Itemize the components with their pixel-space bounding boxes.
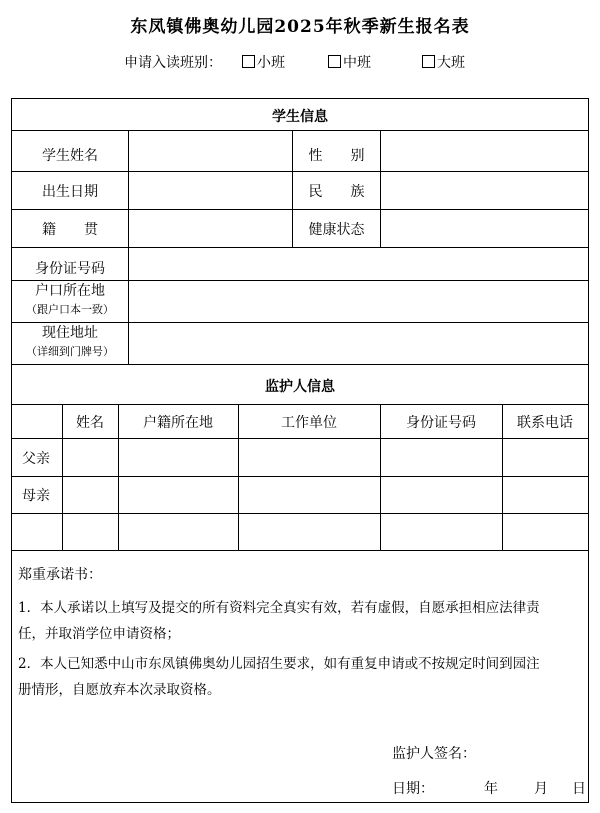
health-status-field[interactable] <box>381 210 588 247</box>
divider <box>12 364 588 365</box>
pledge-item-2: 2．本人已知悉中山市东凤镇佛奥幼儿园招生要求，如有重复申请或不按规定时间到园注 册情形，自愿放弃本次录取资格。 <box>18 656 540 698</box>
father-info-row[interactable] <box>63 439 588 476</box>
signature-label: 监护人签名： <box>392 746 476 762</box>
gender-label: 性 别 <box>308 148 365 164</box>
class-selection-label: 申请入读班别： <box>124 55 222 71</box>
form-title: 东凤镇佛奥幼儿园2025年秋季新生报名表 <box>130 17 470 37</box>
mother-info-row[interactable] <box>63 477 588 513</box>
birth-date-field[interactable] <box>129 172 292 209</box>
hukou-note: （跟户口本一致） <box>26 303 114 316</box>
registration-form-table <box>11 98 589 803</box>
native-place-label: 籍 贯 <box>42 222 98 238</box>
hukou-field[interactable] <box>129 281 588 322</box>
guardian-section-header: 监护人信息 <box>265 379 335 395</box>
health-status-label: 健康状态 <box>308 222 365 238</box>
id-number-label: 身份证号码 <box>35 261 105 277</box>
signature-field[interactable] <box>478 741 582 765</box>
date-month: 月 <box>534 781 548 797</box>
address-note: （详细到门牌号） <box>26 345 114 358</box>
option-middle-class[interactable]: 中班 <box>328 52 371 72</box>
hukou-label: 户口所在地 <box>35 283 105 299</box>
native-place-field[interactable] <box>129 210 292 247</box>
guardian-col-employer: 工作单位 <box>281 415 337 431</box>
student-name-field[interactable] <box>129 131 292 171</box>
other-guardian-row[interactable] <box>63 514 588 550</box>
checkbox-middle-class[interactable] <box>328 55 341 68</box>
class-selection <box>124 52 465 72</box>
guardian-col-id: 身份证号码 <box>406 415 476 431</box>
gender-field[interactable] <box>381 131 588 171</box>
address-field[interactable] <box>129 323 588 364</box>
date-year: 年 <box>484 781 498 797</box>
pledge-title: 郑重承诺书： <box>18 567 102 583</box>
option-large-class[interactable]: 大班 <box>422 52 465 72</box>
id-number-field[interactable] <box>129 248 588 280</box>
guardian-row-father: 父亲 <box>22 451 50 467</box>
guardian-col-name: 姓名 <box>76 415 104 431</box>
guardian-col-phone: 联系电话 <box>517 415 573 431</box>
pledge-item-1: 1．本人承诺以上填写及提交的所有资料完全真实有效，若有虚假，自愿承担相应法律责 任，并取消学位申请资格； <box>18 600 540 642</box>
ethnicity-field[interactable] <box>381 172 588 209</box>
ethnicity-label: 民 族 <box>308 184 365 200</box>
guardian-row-mother: 母亲 <box>22 488 50 504</box>
checkbox-small-class[interactable] <box>242 55 255 68</box>
student-section-header: 学生信息 <box>272 109 328 125</box>
student-name-label: 学生姓名 <box>42 148 98 164</box>
address-label: 现住地址 <box>42 325 98 341</box>
guardian-col-hukou: 户籍所在地 <box>143 415 213 431</box>
checkbox-large-class[interactable] <box>422 55 435 68</box>
date-day: 日 <box>572 781 586 797</box>
birth-date-label: 出生日期 <box>42 184 98 200</box>
date-label: 日期： <box>392 781 434 797</box>
option-small-class[interactable]: 小班 <box>242 52 285 72</box>
divider <box>12 550 588 551</box>
